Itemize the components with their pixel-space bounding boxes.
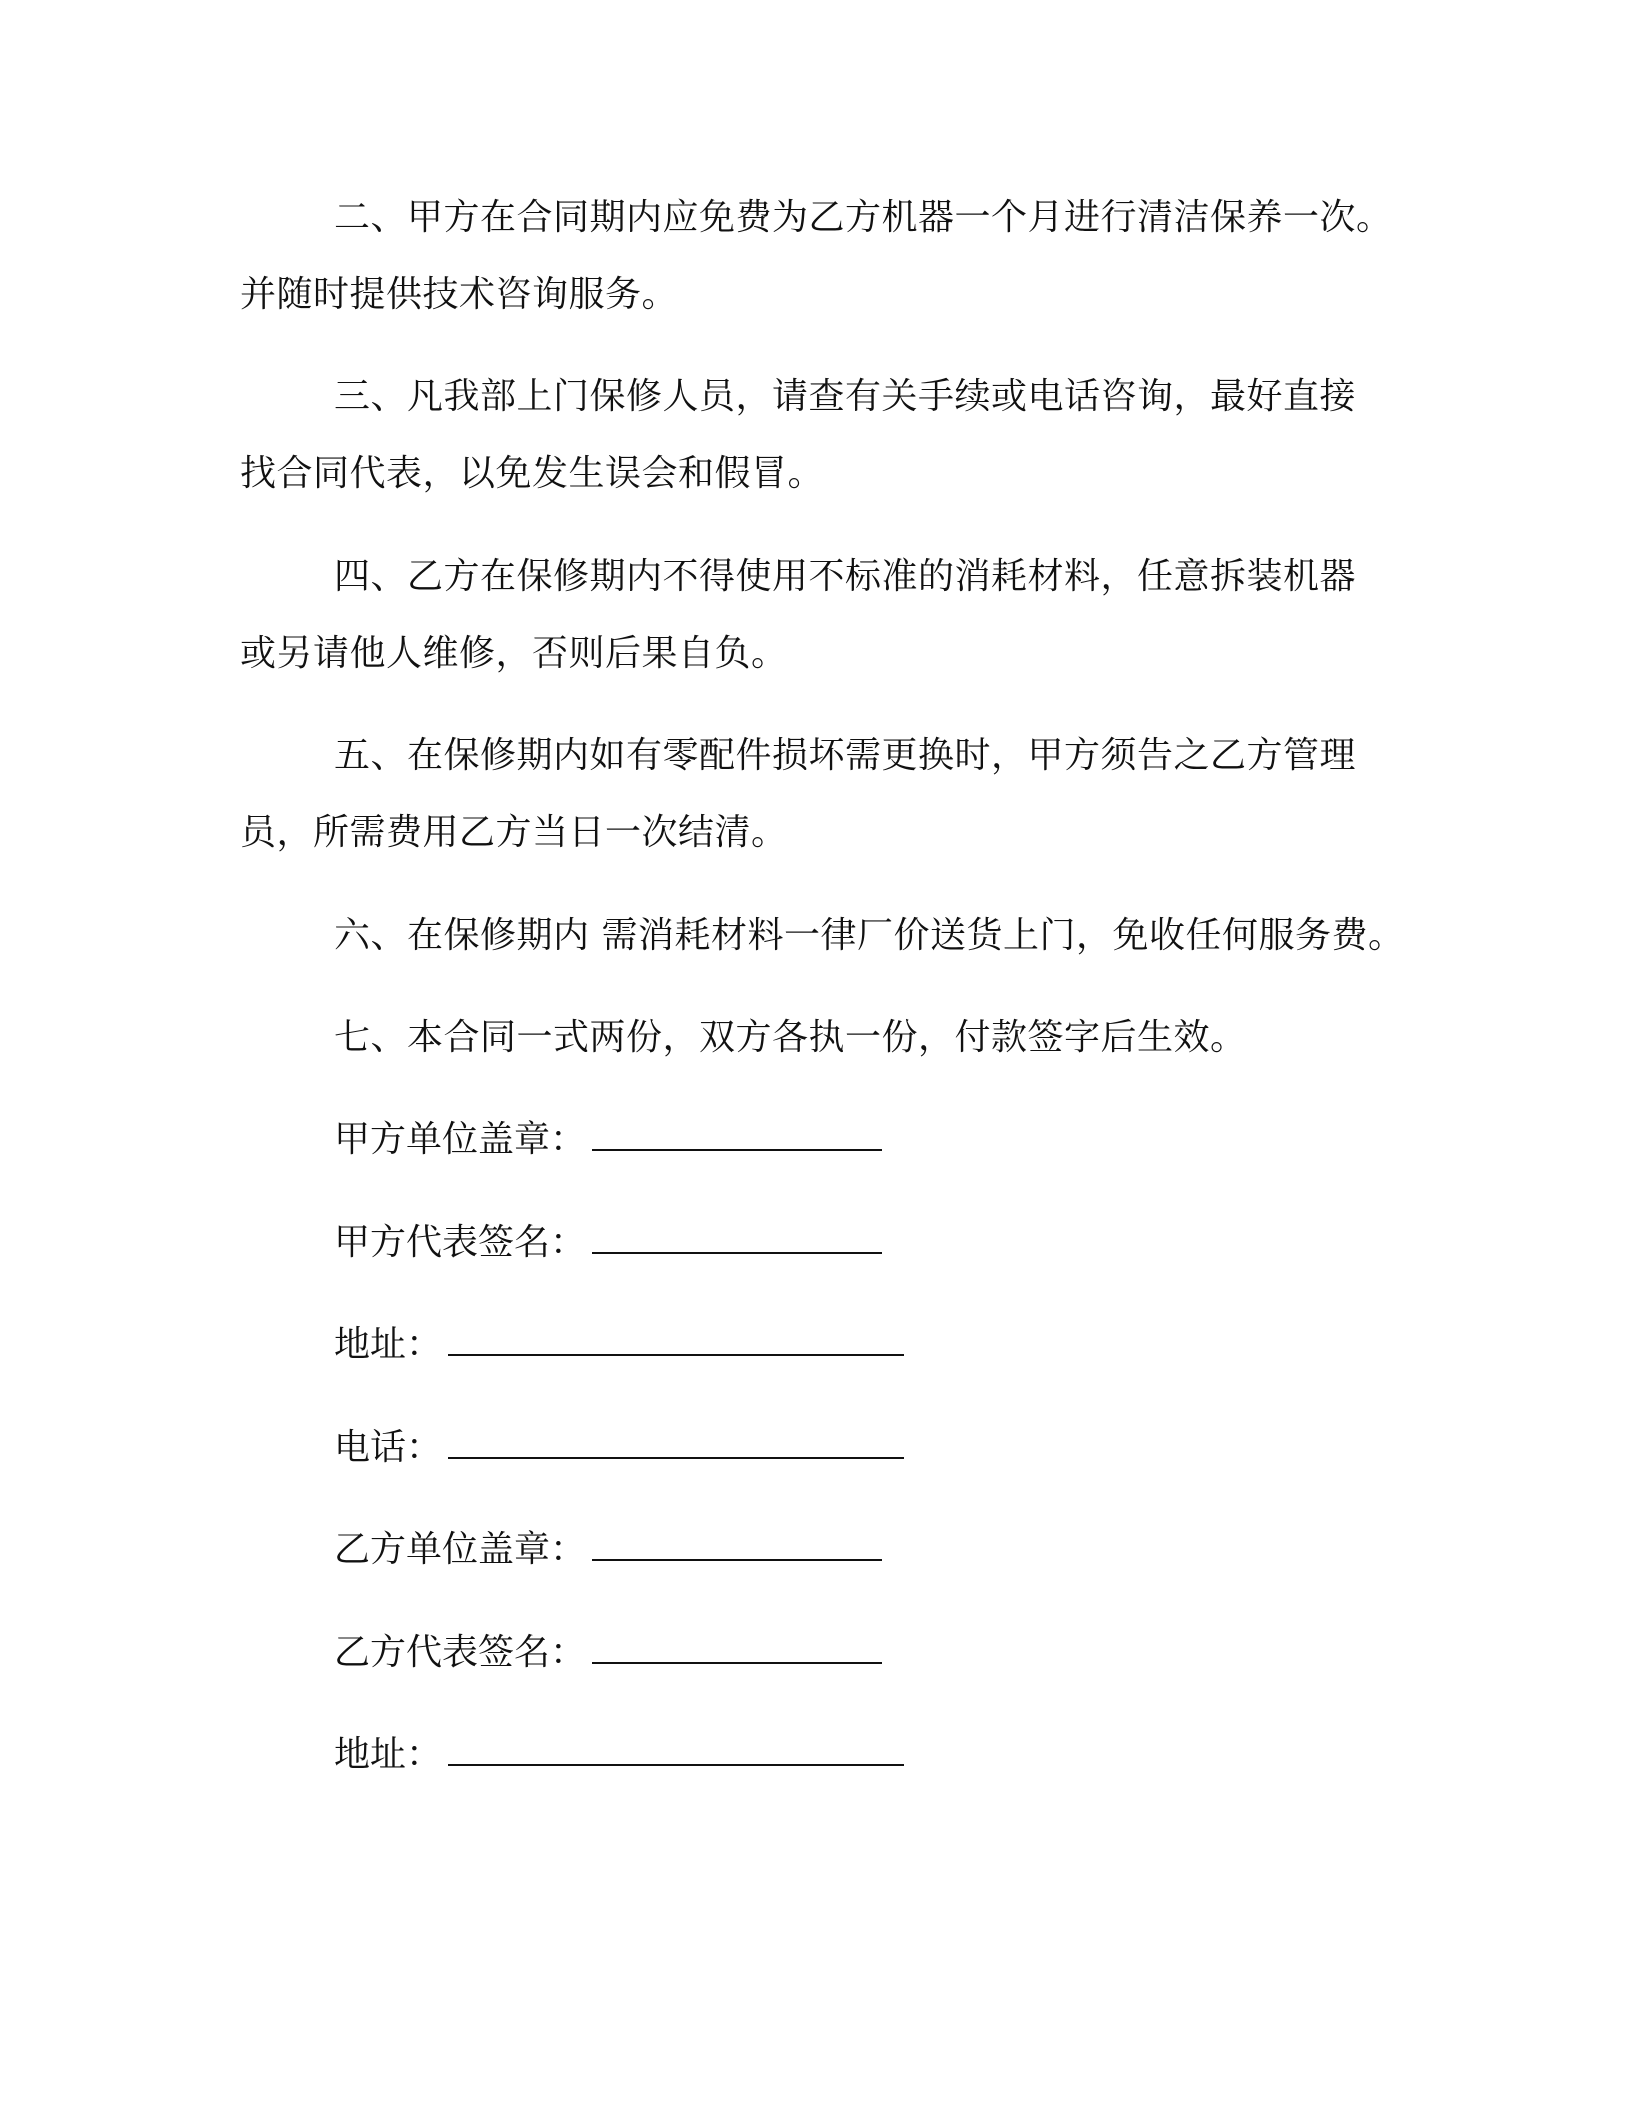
- party-b-signature-blank[interactable]: [592, 1632, 882, 1664]
- phone-field: [334, 1423, 904, 1473]
- party-b-seal-label: 乙方单位盖章：: [334, 1529, 587, 1570]
- clause-5-line-2: 员，所需费用乙方当日一次结清。: [240, 812, 788, 853]
- clause-7-line-1: 七、本合同一式两份，双方各执一份，付款签字后生效。: [334, 1017, 1247, 1058]
- clause-3-line-1: 三、凡我部上门保修人员，请查有关手续或电话咨询，最好直接: [334, 376, 1357, 417]
- party-b-seal-field: [334, 1525, 882, 1575]
- party-b-address-field: [334, 1730, 904, 1780]
- party-a-signature-label: 甲方代表签名：: [334, 1222, 587, 1263]
- party-a-seal-label: 甲方单位盖章：: [334, 1119, 587, 1160]
- clause-4-line-2: 或另请他人维修，否则后果自负。: [240, 633, 788, 674]
- clause-3-line-2: 找合同代表，以免发生误会和假冒。: [240, 453, 825, 494]
- phone-label: 电话：: [334, 1427, 443, 1468]
- party-a-seal-blank[interactable]: [592, 1119, 882, 1151]
- clause-6-line-1: 六、在保修期内 需消耗材料一律厂价送货上门，免收任何服务费。: [334, 915, 1405, 956]
- party-b-signature-field: [334, 1628, 882, 1678]
- clause-2-line-2: 并随时提供技术咨询服务。: [240, 274, 679, 315]
- party-b-signature-label: 乙方代表签名：: [334, 1632, 587, 1673]
- party-a-seal-field: [334, 1115, 882, 1165]
- party-a-signature-field: [334, 1218, 882, 1268]
- party-b-seal-blank[interactable]: [592, 1529, 882, 1561]
- party-a-address-label: 地址：: [334, 1324, 443, 1365]
- party-a-signature-blank[interactable]: [592, 1222, 882, 1254]
- party-a-address-field: [334, 1320, 904, 1370]
- clause-2-line-1: 二、甲方在合同期内应免费为乙方机器一个月进行清洁保养一次。: [334, 197, 1393, 238]
- clause-4-line-1: 四、乙方在保修期内不得使用不标准的消耗材料，任意拆装机器: [334, 556, 1357, 597]
- clause-5-line-1: 五、在保修期内如有零配件损坏需更换时，甲方须告之乙方管理: [334, 735, 1357, 776]
- party-b-address-label: 地址：: [334, 1734, 443, 1775]
- party-b-address-blank[interactable]: [448, 1734, 904, 1766]
- party-a-address-blank[interactable]: [448, 1324, 904, 1356]
- phone-blank[interactable]: [448, 1427, 904, 1459]
